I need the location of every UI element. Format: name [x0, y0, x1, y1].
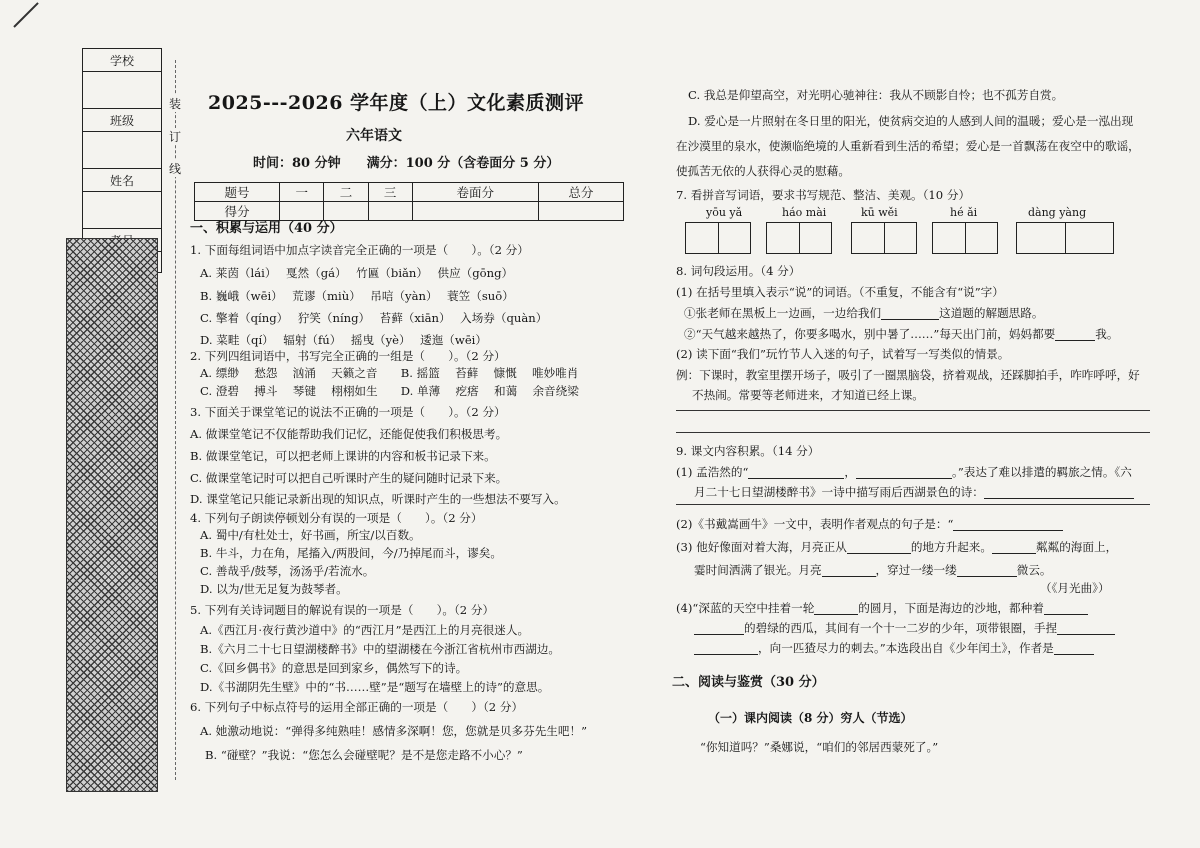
writing-box[interactable]	[766, 222, 832, 254]
fill-sentence	[694, 485, 1134, 499]
option: A. 莱茵（lái） 戛然（gá） 竹匾（biǎn） 供应（gōng）	[200, 266, 514, 280]
score-table-score-row	[195, 202, 624, 221]
option: C. 我总是仰望高空，对光明心驰神往：我从不顾影自怜；也不孤芳自赏。	[688, 88, 1064, 102]
sentence-text: (3) 他好像面对着大海，月亮正从	[676, 540, 847, 554]
option: A. 她激动地说：“弹得多纯熟哇！感情多深啊！您，您就是贝多芬先生吧！”	[200, 724, 588, 738]
option: A.《西江月·夜行黄沙道中》的“西江月”是西江上的月亮很迷人。	[200, 623, 530, 637]
sentence-text: ②“天气越来越热了，你要多喝水，别中暑了……”每天出门前，妈妈都要	[684, 327, 1056, 341]
reading-passage: “你知道吗？”桑娜说，“咱们的邻居西蒙死了。”	[700, 740, 939, 754]
answer-blank[interactable]	[953, 518, 1063, 531]
answer-blank[interactable]	[1044, 602, 1088, 615]
option: B. 做课堂笔记，可以把老师上课讲的内容和板书记录下来。	[190, 449, 496, 463]
option-continued: 使孤苦无依的人获得心灵的慰藉。	[676, 164, 850, 178]
question-1: 1. 下面每组词语中加点字读音完全正确的一项是（ ）。（2 分）	[190, 243, 529, 257]
section-heading: 二、阅读与鉴赏（30 分）	[672, 675, 825, 690]
sentence-text: ，	[844, 465, 857, 479]
sentence-text: ，向一匹猹尽力的刺去。”本选段出自《少年闰土》，作者是	[758, 641, 1054, 655]
sentence-text: ，穿过一缕一缕	[875, 563, 957, 577]
fill-sentence	[676, 601, 1088, 615]
sentence-text: (4)“深蓝的天空中挂着一轮	[676, 601, 815, 615]
answer-blank[interactable]	[847, 541, 911, 554]
option: D.《书湖阴先生壁》中的“书……壁”是“题写在墙壁上的诗”的意思。	[200, 680, 550, 694]
writing-box[interactable]	[1016, 222, 1114, 254]
option: B. 巍峨（wēi） 荒谬（miù） 吊唁（yàn） 蓑笠（suō）	[200, 289, 514, 303]
question-9: 9. 课文内容积累。（14 分）	[676, 444, 820, 458]
answer-blank[interactable]	[992, 541, 1036, 554]
answer-blank[interactable]	[748, 466, 844, 479]
option: C. 善哉乎/鼓琴，汤汤乎/若流水。	[200, 564, 375, 578]
example-text: 不热闹。常要等老师进来，才知道已经上课。	[692, 388, 924, 402]
option-continued: 在沙漠里的泉水，使濒临绝境的人重新看到生活的希望；爱心是一首飘荡在夜空中的歌谣，	[676, 139, 1140, 153]
answer-blank[interactable]	[1057, 622, 1115, 635]
answer-blank[interactable]	[856, 466, 952, 479]
writing-box[interactable]	[932, 222, 998, 254]
score-cell	[280, 202, 324, 221]
question-2: 2. 下列四组词语中，书写完全正确的一组是（ ）。（2 分）	[190, 349, 506, 363]
option: A. 做课堂笔记不仅能帮助我们记忆，还能促使我们积极思考。	[190, 427, 508, 441]
answer-blank[interactable]	[957, 564, 1017, 577]
score-table-header-row	[195, 183, 624, 202]
sentence-text: 。”表达了难以排遣的羁旅之情。《六	[952, 465, 1132, 479]
option: D. 菜畦（qí） 辐射（fú） 摇曳（yè） 逶迤（wēi）	[200, 333, 487, 347]
sub-question: (2) 读下面“我们”玩竹节人入迷的句子，试着写一写类似的情景。	[676, 347, 1010, 361]
class-field	[83, 132, 161, 169]
score-header: 卷面分	[412, 183, 538, 202]
name-label: 姓名	[83, 169, 161, 192]
score-header: 一	[280, 183, 324, 202]
sentence-text: (2)《书戴嵩画牛》一文中，表明作者观点的句子是：“	[676, 517, 954, 531]
sentence-text: 霎时间洒满了银光。月亮	[694, 563, 822, 577]
name-field	[83, 192, 161, 229]
answer-blank[interactable]	[1055, 328, 1095, 341]
option: C. 做课堂笔记时可以把自己听课时产生的疑问随时记录下来。	[190, 471, 508, 485]
score-cell	[538, 202, 623, 221]
sentence-text: 的地方升起来。	[910, 540, 992, 554]
pinyin-label: dàng yàng	[1028, 206, 1087, 219]
sentence-text: 微云。	[1016, 563, 1052, 577]
answer-line[interactable]	[676, 432, 1150, 433]
answer-line[interactable]	[676, 504, 1150, 505]
sentence-text: 这道题的解题思路。	[939, 306, 1044, 320]
option: B. “碰壁？”我说：“您怎么会碰壁呢？是不是您走路不小心？”	[205, 748, 523, 762]
option: B.《六月二十七日望湖楼醉书》中的望湖楼在今浙江省杭州市西湖边。	[200, 642, 561, 656]
score-table	[194, 182, 624, 221]
question-3: 3. 下面关于课堂笔记的说法不正确的一项是（ ）。（2 分）	[190, 405, 506, 419]
fill-sentence	[684, 306, 1043, 320]
answer-blank[interactable]	[694, 622, 744, 635]
answer-blank[interactable]	[822, 564, 876, 577]
writing-box[interactable]	[851, 222, 917, 254]
option: C. 澄碧 搏斗 琴键 栩栩如生 D. 单薄 疙瘩 和蔼 余音绕梁	[200, 384, 579, 398]
question-7: 7. 看拼音写词语，要求书写规范、整洁、美观。（10 分）	[676, 188, 971, 202]
score-cell	[368, 202, 412, 221]
score-header: 题号	[195, 183, 280, 202]
answer-blank[interactable]	[694, 642, 758, 655]
option: C.《回乡偶书》的意思是回到家乡，偶然写下的诗。	[200, 661, 468, 675]
school-field	[83, 72, 161, 109]
fill-sentence	[694, 563, 1052, 577]
source-citation: （《月光曲》）	[1040, 581, 1110, 595]
class-label: 班级	[83, 109, 161, 132]
option: D. 课堂笔记只能记录新出现的知识点，听课时产生的一些想法不要写入。	[190, 492, 566, 506]
answer-blank[interactable]	[984, 486, 1134, 499]
score-cell	[324, 202, 368, 221]
answer-blank[interactable]	[1054, 642, 1094, 655]
fill-sentence	[676, 517, 1063, 531]
exam-subject: 六年语文	[346, 128, 402, 144]
example-text: 例：下课时，教室里摆开场子，吸引了一圈黑脑袋，挤着观战，还踩脚拍手，咋咋呼呼，好	[676, 368, 1140, 382]
fill-sentence	[684, 327, 1118, 341]
question-8: 8. 词句段运用。（4 分）	[676, 264, 801, 278]
corner-mark	[13, 2, 38, 27]
option: D. 爱心是一片照射在冬日里的阳光，使贫病交迫的人感到人间的温暖；爱心是一泓出现	[688, 114, 1134, 128]
sentence-text: 粼粼的海面上，	[1036, 540, 1118, 554]
binding-label-ding: 订	[168, 130, 181, 144]
section-heading: 一、积累与运用（40 分）	[190, 221, 343, 236]
exam-title: 2025---2026 学年度（上）文化素质测评	[208, 92, 585, 114]
score-header: 总分	[538, 183, 623, 202]
writing-box[interactable]	[685, 222, 751, 254]
answer-line[interactable]	[676, 410, 1150, 411]
fill-sentence	[676, 540, 1117, 554]
sentence-text: 月二十七日望湖楼醉书》一诗中描写雨后西湖景色的诗：	[694, 485, 984, 499]
option: D. 以为/世无足复为鼓琴者。	[200, 582, 348, 596]
pinyin-label: yōu yǎ	[706, 206, 743, 219]
score-header: 二	[324, 183, 368, 202]
answer-blank[interactable]	[814, 602, 858, 615]
sentence-text: ①张老师在黑板上一边画，一边给我们	[684, 306, 882, 320]
sentence-text: 的圆月，下面是海边的沙地，都种着	[858, 601, 1044, 615]
school-label: 学校	[83, 49, 161, 72]
option: C. 擎着（qíng） 狞笑（níng） 苔藓（xiān） 入场券（quàn）	[200, 311, 548, 325]
pinyin-label: kū wěi	[861, 206, 898, 219]
score-header: 三	[368, 183, 412, 202]
pinyin-label: háo mài	[782, 206, 827, 219]
binding-label-xian: 线	[168, 162, 181, 176]
sentence-text: (1) 孟浩然的“	[676, 465, 749, 479]
score-cell	[412, 202, 538, 221]
fill-sentence	[694, 621, 1115, 635]
exam-meta: 时间：80 分钟 满分：100 分（含卷面分 5 分）	[253, 156, 560, 171]
option: B. 牛斗，力在角，尾搐入/两股间，今/乃掉尾而斗，谬矣。	[200, 546, 502, 560]
question-6: 6. 下列句子中标点符号的运用全部正确的一项是（ ）（2 分）	[190, 700, 524, 714]
score-row-label: 得分	[195, 202, 280, 221]
answer-blank[interactable]	[881, 307, 939, 320]
question-5: 5. 下列有关诗词题目的解说有误的一项是（ ）。（2 分）	[190, 603, 495, 617]
binding-label-zhuang: 装	[168, 97, 181, 111]
fill-sentence	[694, 641, 1094, 655]
sentence-text: 我。	[1095, 327, 1119, 341]
option: A. 缥缈 愁怨 汹涌 天籁之音 B. 摇篮 苔藓 慷慨 唯妙唯肖	[200, 366, 579, 380]
pinyin-label: hé ǎi	[950, 206, 978, 219]
reading-heading: （一）课内阅读（8 分）穷人（节选）	[708, 711, 913, 725]
hatched-margin-block	[66, 238, 158, 792]
question-4: 4. 下列句子朗读停顿划分有误的一项是（ ）。（2 分）	[190, 511, 483, 525]
option: A. 蜀中/有杜处士，好书画，所宝/以百数。	[200, 528, 421, 542]
sub-question: (1) 在括号里填入表示“说”的词语。（不重复，不能含有“说”字）	[676, 285, 1004, 299]
sentence-text: 的碧绿的西瓜，其间有一个十一二岁的少年，项带银圈，手捏	[744, 621, 1058, 635]
fill-sentence	[676, 465, 1132, 479]
